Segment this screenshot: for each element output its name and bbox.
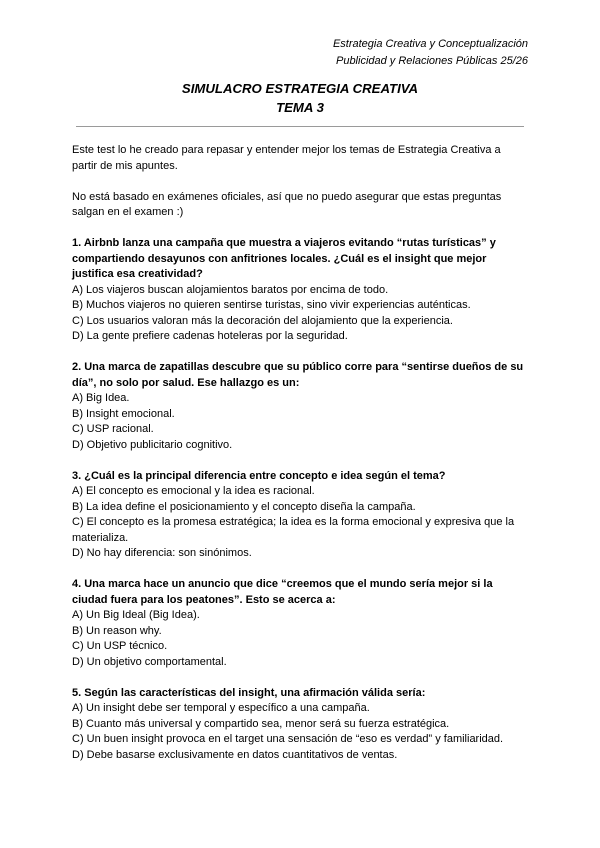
disclaimer-paragraph: No está basado en exámenes oficiales, así que no puedo asegurar que estas preguntas salgan en el examen :): [72, 190, 502, 218]
answer-option: C) USP racional.: [72, 423, 154, 435]
document-title: SIMULACRO ESTRATEGIA CREATIVA: [181, 81, 419, 96]
title-divider: [76, 126, 524, 127]
question-block: [72, 469, 528, 562]
question-text: 5. Según las características del insight, una afirmación válida sería:: [72, 686, 426, 699]
question-block: [72, 236, 528, 345]
answer-option: C) Un buen insight provoca en el target una sensación de “eso es verdad” y familiaridad.: [72, 733, 504, 745]
answer-option: A) Big Idea.: [72, 392, 130, 404]
question-block: [72, 360, 528, 453]
header-course: Estrategia Creativa y Conceptualización: [332, 38, 528, 50]
answer-option: D) La gente prefiere cadenas hoteleras por la seguridad.: [72, 330, 348, 342]
answer-option: D) Objetivo publicitario cognitivo.: [72, 438, 233, 451]
header-degree: Publicidad y Relaciones Públicas 25/26: [335, 55, 528, 67]
answer-option: A) Los viajeros buscan alojamientos baratos por encima de todo.: [72, 283, 389, 296]
question-text: 1. Airbnb lanza una campaña que muestra a viajeros evitando “rutas turísticas” y compartiendo desayunos con anfitriones locales. ¿Cuál es el insight que mejor justifica esa creatividad?: [72, 237, 496, 280]
answer-option: B) La idea define el posicionamiento y el concepto diseña la campaña.: [72, 500, 416, 513]
answer-option: A) Un insight debe ser temporal y específico a una campaña.: [72, 702, 370, 714]
answer-option: B) Cuanto más universal y compartido sea, menor será su fuerza estratégica.: [72, 717, 450, 730]
question-block: [72, 686, 528, 764]
answer-option: D) No hay diferencia: son sinónimos.: [72, 547, 252, 559]
answer-option: C) Los usuarios valoran más la decoración del alojamiento que la experiencia.: [72, 314, 453, 327]
answer-option: C) El concepto es la promesa estratégica; la idea es la forma emocional y expresiva que la materializa.: [72, 516, 515, 544]
question-text: 3. ¿Cuál es la principal diferencia entre concepto e idea según el tema?: [72, 469, 446, 482]
answer-option: B) Insight emocional.: [72, 407, 175, 420]
question-text: 2. Una marca de zapatillas descubre que su público corre para “sentirse dueños de su día”, no solo por salud. Ese hallazgo es un:: [72, 361, 524, 389]
answer-option: D) Debe basarse exclusivamente en datos cuantitativos de ventas.: [72, 748, 398, 761]
intro-paragraph: Este test lo he creado para repasar y entender mejor los temas de Estrategia Creativa a partir de mis apuntes.: [72, 144, 501, 172]
page-header: [333, 36, 528, 70]
answer-option: D) Un objetivo comportamental.: [72, 655, 227, 668]
answer-option: A) El concepto es emocional y la idea es racional.: [72, 485, 315, 497]
answer-option: B) Muchos viajeros no quieren sentirse turistas, sino vivir experiencias auténticas.: [72, 299, 471, 311]
answer-option: B) Un reason why.: [72, 624, 162, 637]
answer-option: C) Un USP técnico.: [72, 640, 168, 652]
question-text: 4. Una marca hace un anuncio que dice “creemos que el mundo sería mejor si la ciudad fuera para los peatones”. Esto se acerca a:: [72, 578, 493, 606]
answer-option: A) Un Big Ideal (Big Idea).: [72, 609, 200, 621]
document-body: [72, 143, 528, 763]
question-block: [72, 577, 528, 670]
document-subtitle: TEMA 3: [276, 100, 324, 115]
